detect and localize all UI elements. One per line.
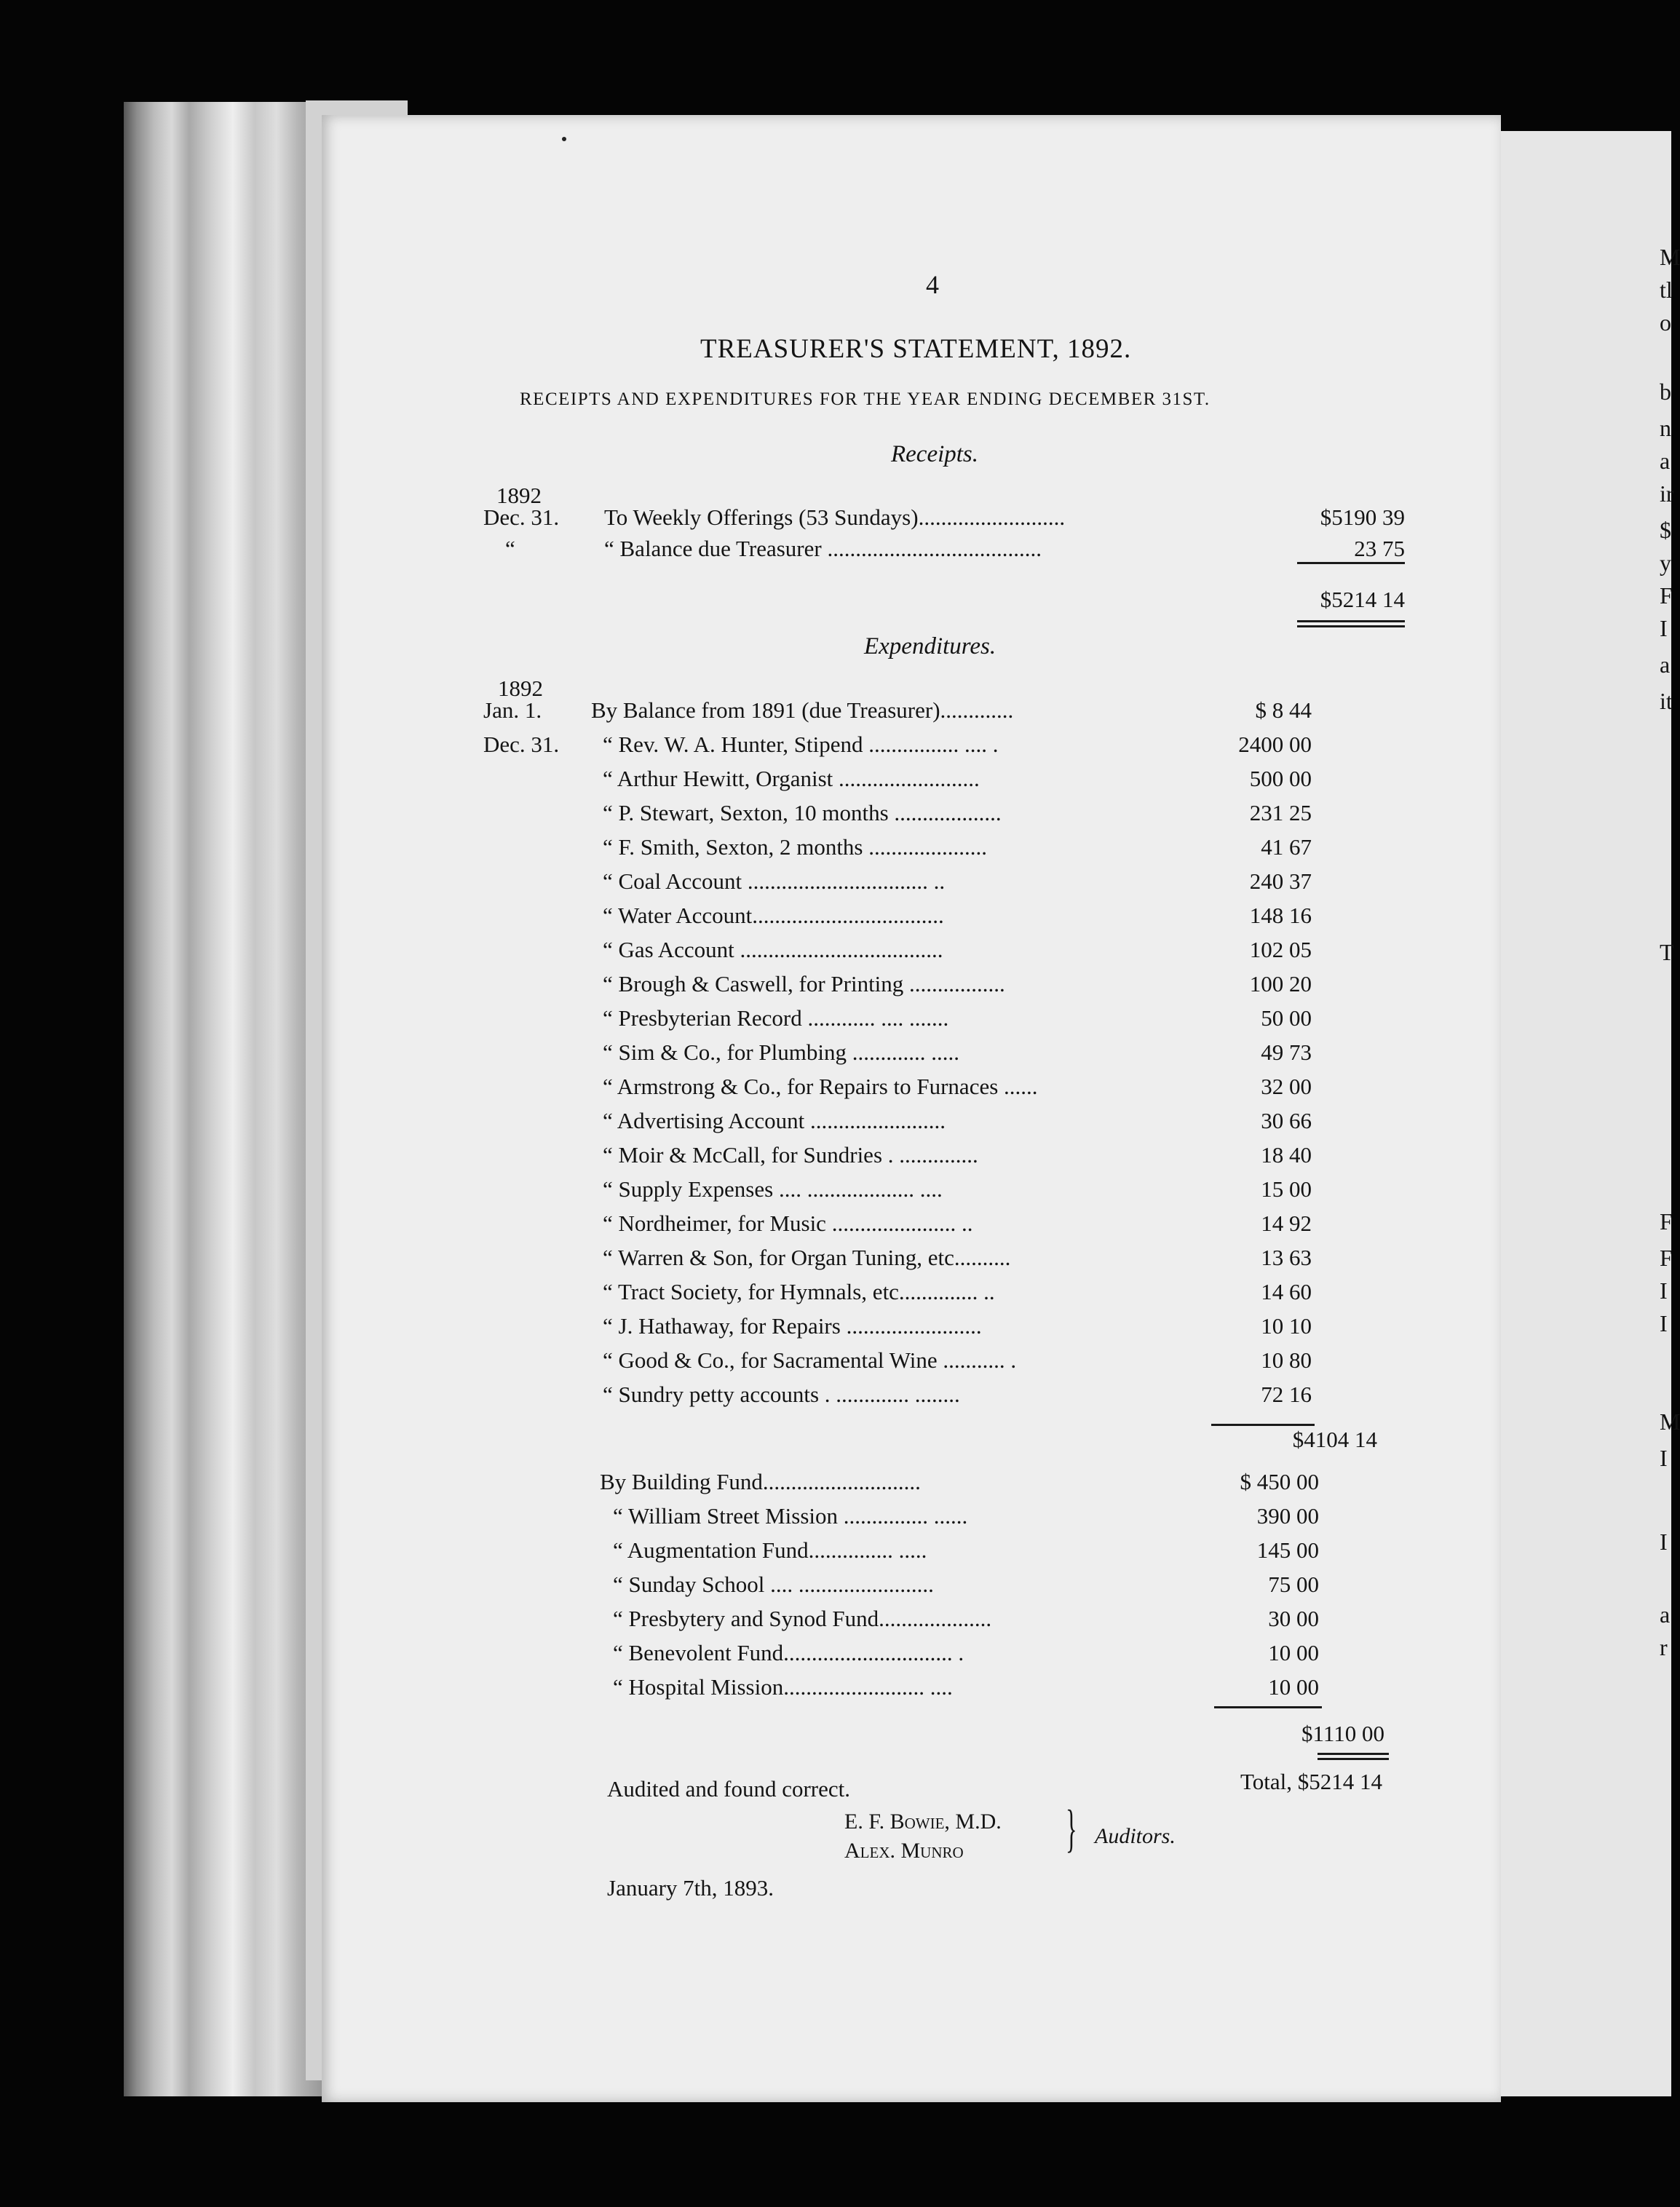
expenditure-amount: 2400 00 <box>1238 732 1312 757</box>
facing-page-letter: I <box>1660 1310 1668 1336</box>
dust-speck <box>562 137 566 141</box>
fund-line-text: “ Hospital Mission......................... .... <box>613 1674 953 1700</box>
expenditure-line-text: “ F. Smith, Sexton, 2 months ..................... <box>603 834 987 860</box>
receipts-rule <box>1297 562 1405 564</box>
expenditures-year: 1892 <box>498 675 543 701</box>
expenditure-line-text: “ Tract Society, for Hymnals, etc.............. .. <box>603 1279 995 1304</box>
expenditure-amount: 41 67 <box>1261 834 1312 860</box>
audit-statement: Audited and found correct. <box>607 1776 850 1802</box>
receipts-year: 1892 <box>496 483 542 508</box>
expenditure-line-text: “ Rev. W. A. Hunter, Stipend ................ .... . <box>603 732 999 757</box>
expenditure-amount: $ 8 44 <box>1255 697 1312 723</box>
auditors-label: Auditors. <box>1095 1824 1176 1848</box>
receipt-line-text: To Weekly Offerings (53 Sundays).......................... <box>604 504 1066 530</box>
fund-amount: 10 00 <box>1268 1674 1319 1700</box>
fund-line-text: “ William Street Mission ............... ...... <box>613 1503 968 1529</box>
expenditure-line-text: “ P. Stewart, Sexton, 10 months ................... <box>603 800 1002 825</box>
expenditure-amount: 15 00 <box>1261 1176 1312 1202</box>
expenditure-amount: 10 10 <box>1261 1313 1312 1339</box>
expenditure-line-text: “ Sundry petty accounts . ............. ........ <box>603 1382 960 1407</box>
auditor-munro: Alex. Munro <box>844 1839 964 1863</box>
fund-amount: 145 00 <box>1256 1537 1319 1563</box>
expenditure-line-text: “ Coal Account ................................ .. <box>603 868 946 894</box>
facing-page-letter: o <box>1660 309 1671 336</box>
expenditures-subtotal: $4104 14 <box>1292 1427 1377 1452</box>
fund-line-text: “ Presbytery and Synod Fund.................... <box>613 1606 992 1631</box>
funds-double-rule <box>1318 1753 1389 1760</box>
auditors-brace-icon: } <box>1066 1799 1077 1858</box>
document-page <box>322 115 1501 2102</box>
page-subtitle: RECEIPTS AND EXPENDITURES FOR THE YEAR ENDING DECEMBER 31ST. <box>520 389 1211 409</box>
receipt-amount: $5190 39 <box>1320 504 1405 530</box>
facing-page <box>1498 131 1680 2096</box>
expenditure-amount: 148 16 <box>1249 903 1312 928</box>
facing-page-letter: y <box>1660 550 1671 576</box>
expenditure-line-text: “ Supply Expenses .... ................... .... <box>603 1176 943 1202</box>
expenditure-line-text: “ J. Hathaway, for Repairs ........................ <box>603 1313 982 1339</box>
expenditure-line-text: “ Good & Co., for Sacramental Wine ........... . <box>603 1347 1017 1373</box>
receipts-total: $5214 14 <box>1320 587 1405 612</box>
grand-total: Total, $5214 14 <box>1240 1769 1383 1794</box>
expenditure-amount: 72 16 <box>1261 1382 1312 1407</box>
expenditure-line-text: By Balance from 1891 (due Treasurer)............. <box>591 697 1014 723</box>
expenditure-amount: 231 25 <box>1249 800 1312 825</box>
expenditure-line-text: “ Moir & McCall, for Sundries . .............. <box>603 1142 978 1168</box>
fund-line-text: “ Sunday School .... ........................ <box>613 1572 934 1597</box>
expenditure-amount: 13 63 <box>1261 1245 1312 1270</box>
facing-page-letter: a <box>1660 448 1671 474</box>
expenditure-amount: 100 20 <box>1249 971 1312 996</box>
receipt-line-text: “ Balance due Treasurer ...................................... <box>604 536 1042 561</box>
facing-page-letter: F <box>1660 1245 1673 1271</box>
expenditure-amount: 240 37 <box>1249 868 1312 894</box>
facing-page-letter: I <box>1660 1445 1668 1471</box>
auditor-bowie: E. F. Bowie, M.D. <box>844 1810 1002 1834</box>
expenditure-line-text: “ Advertising Account ........................ <box>603 1108 946 1133</box>
facing-page-letter: F <box>1660 1208 1673 1235</box>
facing-page-letter: I <box>1660 615 1668 641</box>
fund-amount: 30 00 <box>1268 1606 1319 1631</box>
facing-page-letter: M <box>1660 244 1680 270</box>
receipts-double-rule <box>1297 620 1405 627</box>
fund-amount: $ 450 00 <box>1240 1469 1319 1494</box>
fund-amount: 75 00 <box>1268 1572 1319 1597</box>
receipt-date: Dec. 31. <box>483 504 560 530</box>
expenditure-amount: 49 73 <box>1261 1039 1312 1065</box>
facing-page-letter: I <box>1660 1277 1668 1304</box>
expenditures-heading: Expenditures. <box>864 633 996 659</box>
expenditure-line-text: “ Presbyterian Record ............ .... ....... <box>603 1005 949 1031</box>
fund-line-text: By Building Fund............................ <box>600 1469 921 1494</box>
fund-line-text: “ Augmentation Fund............... ..... <box>613 1537 927 1563</box>
expenditure-line-text: “ Brough & Caswell, for Printing ................. <box>603 971 1005 996</box>
facing-page-letter: a <box>1660 651 1671 678</box>
expenditure-line-text: “ Gas Account .................................... <box>603 937 943 962</box>
page-title: TREASURER'S STATEMENT, 1892. <box>700 334 1132 364</box>
expenditure-line-text: “ Arthur Hewitt, Organist ......................... <box>603 766 980 791</box>
facing-page-letter: M <box>1660 1408 1680 1435</box>
expenditure-line-text: “ Warren & Son, for Organ Tuning, etc.......... <box>603 1245 1011 1270</box>
expenditure-amount: 500 00 <box>1249 766 1312 791</box>
expenditure-amount: 50 00 <box>1261 1005 1312 1031</box>
expenditure-line-text: “ Nordheimer, for Music ...................... .. <box>603 1211 973 1236</box>
expenditure-amount: 14 92 <box>1261 1211 1312 1236</box>
receipt-date: “ <box>505 536 515 561</box>
receipt-amount: 23 75 <box>1354 536 1405 561</box>
fund-line-text: “ Benevolent Fund.............................. . <box>613 1640 964 1665</box>
facing-page-letter: F <box>1660 582 1673 609</box>
funds-subtotal: $1110 00 <box>1301 1721 1384 1746</box>
expenditures-rule <box>1211 1424 1315 1426</box>
facing-page-letter: I <box>1660 1529 1668 1555</box>
facing-page-letter: tl <box>1660 277 1673 303</box>
facing-page-letter: b <box>1660 379 1671 405</box>
audit-date: January 7th, 1893. <box>607 1875 774 1901</box>
facing-page-letter: T <box>1660 939 1674 965</box>
fund-amount: 390 00 <box>1256 1503 1319 1529</box>
fund-amount: 10 00 <box>1268 1640 1319 1665</box>
page-number: 4 <box>926 270 939 299</box>
receipts-heading: Receipts. <box>891 441 979 467</box>
expenditure-amount: 102 05 <box>1249 937 1312 962</box>
expenditure-amount: 18 40 <box>1261 1142 1312 1168</box>
expenditure-amount: 30 66 <box>1261 1108 1312 1133</box>
facing-page-letter: it <box>1660 688 1673 714</box>
facing-page-letter: r <box>1660 1634 1668 1660</box>
expenditure-date: Dec. 31. <box>483 732 560 757</box>
expenditure-line-text: “ Armstrong & Co., for Repairs to Furnaces ...... <box>603 1074 1038 1099</box>
facing-page-letter: n <box>1660 415 1671 441</box>
expenditure-date: Jan. 1. <box>483 697 542 723</box>
funds-rule <box>1214 1706 1322 1708</box>
facing-page-letter: a <box>1660 1601 1671 1628</box>
expenditure-line-text: “ Sim & Co., for Plumbing ............. ..... <box>603 1039 959 1065</box>
facing-page-letter: ir <box>1660 480 1674 507</box>
expenditure-line-text: “ Water Account.................................. <box>603 903 944 928</box>
expenditure-amount: 10 80 <box>1261 1347 1312 1373</box>
facing-page-letter: $ <box>1660 517 1671 543</box>
expenditure-amount: 32 00 <box>1261 1074 1312 1099</box>
expenditure-amount: 14 60 <box>1261 1279 1312 1304</box>
